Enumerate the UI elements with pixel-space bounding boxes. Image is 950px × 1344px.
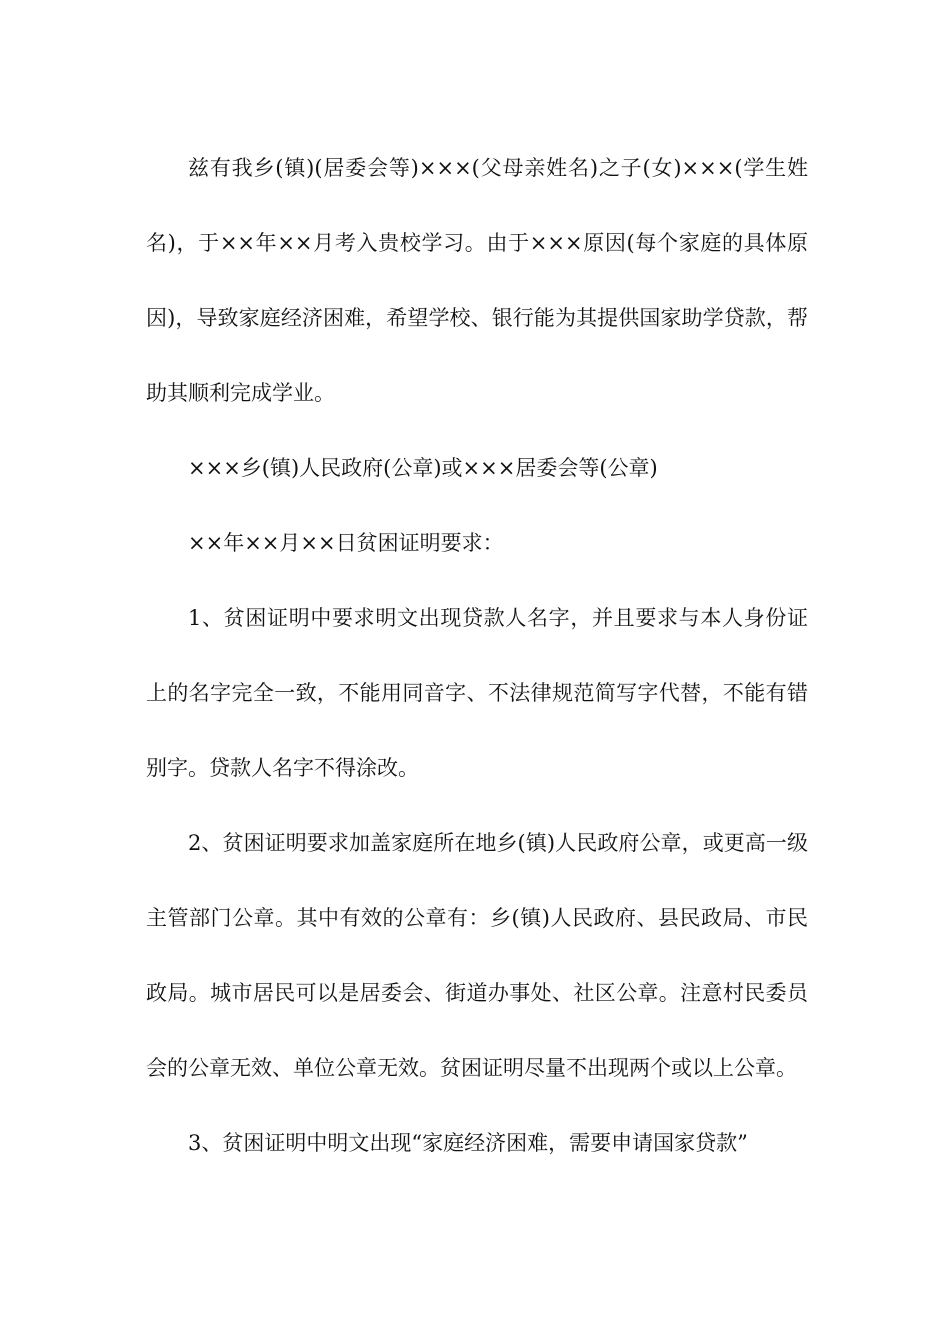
paragraph-date-and-requirements-heading: ××年××月××日贫困证明要求：	[188, 531, 504, 555]
paragraph-issuer-seal: ×××乡(镇)人民政府(公章)或×××居委会等(公章)	[188, 456, 658, 480]
document-body	[146, 131, 808, 1181]
paragraph-requirement-2: 2、贫困证明要求加盖家庭所在地乡(镇)人民政府公章，或更高一级主管部门公章。其中有效的公章有：乡(镇)人民政府、县民政局、市民政局。城市居民可以是居委会、街道办事处、社区公章。注意村民委员会的公章无效、单位公章无效。贫困证明尽量不出现两个或以上公章。	[146, 831, 808, 1080]
paragraph-requirement-3: 3、贫困证明中明文出现“家庭经济困难，需要申请国家贷款”	[188, 1131, 748, 1155]
paragraph-certificate-body: 兹有我乡(镇)(居委会等)×××(父母亲姓名)之子(女)×××(学生姓名)，于××年××月考入贵校学习。由于×××原因(每个家庭的具体原因)，导致家庭经济困难，希望学校、银行能为其提供国家助学贷款，帮助其顺利完成学业。	[146, 156, 808, 405]
paragraph-requirement-1: 1、贫困证明中要求明文出现贷款人名字，并且要求与本人身份证上的名字完全一致，不能用同音字、不法律规范简写字代替，不能有错别字。贷款人名字不得涂改。	[146, 606, 808, 780]
